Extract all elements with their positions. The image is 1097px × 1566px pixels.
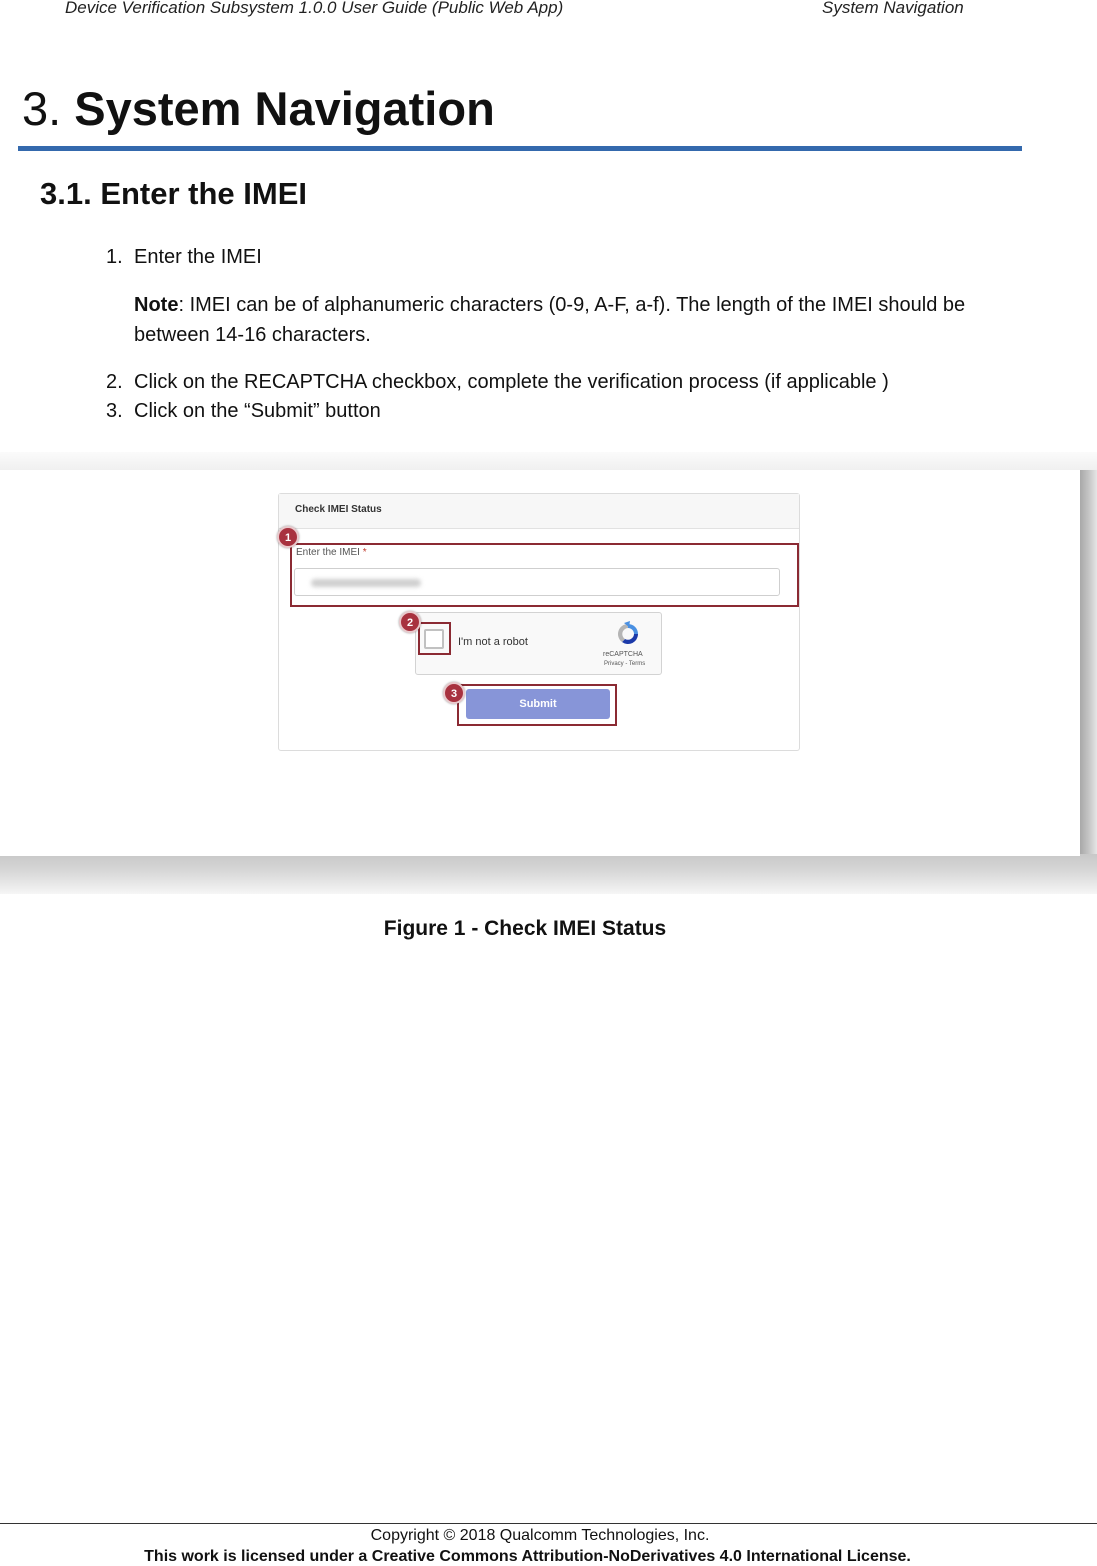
step-number: 1.: [106, 246, 123, 268]
section-title: 3.1. Enter the IMEI: [40, 176, 308, 211]
chapter-number: 3.: [22, 82, 62, 135]
blurred-imei-value: [311, 579, 421, 587]
imei-label-text: Enter the IMEI: [296, 547, 360, 558]
running-header: [0, 0, 1097, 22]
imei-field-label: [296, 547, 367, 558]
footer-copyright: Copyright © 2018 Qualcomm Technologies, Inc.: [370, 1527, 710, 1544]
figure-shadow: [1080, 470, 1097, 860]
required-mark: *: [362, 547, 367, 558]
figure-shadow: [0, 854, 1097, 894]
step-badge-1: 1: [277, 526, 299, 548]
step-badge-2: 2: [399, 611, 421, 633]
header-doc-title: Device Verification Subsystem 1.0.0 User Guide (Public Web App): [65, 0, 564, 17]
step-text: Enter the IMEI: [134, 246, 262, 268]
recaptcha-checkbox[interactable]: [424, 629, 444, 649]
recaptcha-brand: reCAPTCHA: [603, 651, 643, 658]
recaptcha-links[interactable]: Privacy - Terms: [604, 661, 646, 667]
step-text: Click on the RECAPTCHA checkbox, complete the verification process (if applicable ): [134, 371, 889, 393]
footer-rule: [0, 1523, 1097, 1524]
figure-shadow: [0, 452, 1097, 470]
note-label: Note: [134, 294, 179, 316]
chapter-name: System Navigation: [74, 82, 495, 135]
recaptcha-label: I'm not a robot: [458, 636, 528, 648]
header-section-name: System Navigation: [822, 0, 964, 17]
note: [134, 290, 1014, 350]
card-header: [279, 494, 799, 529]
step-text: Click on the “Submit” button: [134, 400, 381, 422]
step-number: 2.: [106, 371, 123, 393]
imei-input[interactable]: [294, 568, 780, 596]
submit-button[interactable]: Submit: [466, 689, 610, 719]
note-text: : IMEI can be of alphanumeric characters (0-9, A-F, a-f). The length of the IMEI should be between 14-16 characters.: [134, 294, 966, 346]
figure-caption: Figure 1 - Check IMEI Status: [383, 917, 667, 940]
chapter-rule: [18, 146, 1022, 151]
footer-license: This work is licensed under a Creative Commons Attribution-NoDerivatives 4.0 International License.: [144, 1548, 911, 1565]
card-title: Check IMEI Status: [295, 504, 382, 515]
recaptcha-logo-icon: [614, 620, 642, 648]
step-number: 3.: [106, 400, 123, 422]
step-badge-3: 3: [443, 682, 465, 704]
chapter-title: [22, 80, 495, 138]
